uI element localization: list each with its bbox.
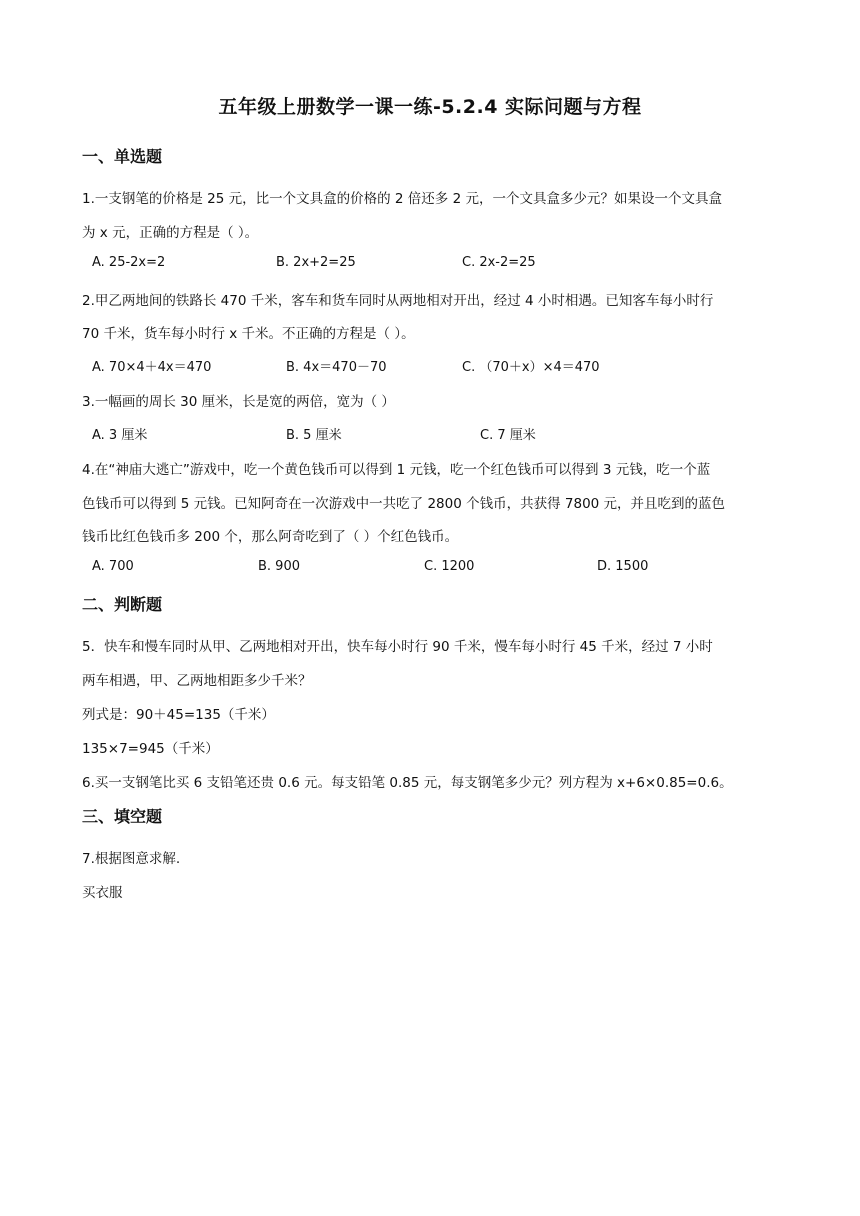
question-2-option-c: C. （70＋x）×4＝470 [462, 360, 600, 375]
question-4-option-b: B. 900 [258, 559, 300, 574]
question-2-option-a: A. 70×4＋4x＝470 [92, 360, 212, 375]
question-2-text-cont: 70 千米，货车每小时行 x 千米。不正确的方程是（ ）。 [82, 326, 415, 342]
question-1-text: 1.一支钢笔的价格是 25 元，比一个文具盒的价格的 2 倍还多 2 元，一个文具盒多少元？如果设一个文具盒 [82, 191, 722, 207]
question-1-option-a: A. 25-2x=2 [92, 255, 166, 270]
question-3-option-a: A. 3 厘米 [92, 428, 148, 443]
section-heading-fill-blank: 三、填空题 [82, 807, 163, 826]
question-4-text: 4.在“神庙大逃亡”游戏中，吃一个黄色钱币可以得到 1 元钱，吃一个红色钱币可以得到 3 元钱，吃一个蓝 [82, 462, 711, 478]
question-2-text: 2.甲乙两地间的铁路长 470 千米，客车和货车同时从两地相对开出，经过 4 小时相遇。已知客车每小时行 [82, 293, 714, 309]
question-5-text-cont: 两车相遇，甲、乙两地相距多少千米？ [82, 673, 312, 689]
question-3-option-b: B. 5 厘米 [286, 428, 342, 443]
question-7-text: 7.根据图意求解. [82, 851, 181, 867]
question-4-text-cont-2: 钱币比红色钱币多 200 个，那么阿奇吃到了（ ）个红色钱币。 [82, 529, 459, 545]
question-5-text: 5．快车和慢车同时从甲、乙两地相对开出，快车每小时行 90 千米，慢车每小时行 45 千米，经过 7 小时 [82, 639, 713, 655]
question-3-text: 3.一幅画的周长 30 厘米，长是宽的两倍，宽为（ ） [82, 394, 395, 410]
question-6-text: 6.买一支钢笔比买 6 支铅笔还贵 0.6 元。每支铅笔 0.85 元，每支钢笔多少元？列方程为 x+6×0.85=0.6。 [82, 775, 733, 791]
question-4-option-c: C. 1200 [424, 559, 475, 574]
question-3-option-c: C. 7 厘米 [480, 428, 536, 443]
question-4-text-cont-1: 色钱币可以得到 5 元钱。已知阿奇在一次游戏中一共吃了 2800 个钱币，共获得 7800 元，并且吃到的蓝色 [82, 496, 726, 512]
question-2-option-b: B. 4x＝470－70 [286, 360, 387, 375]
section-heading-true-false: 二、判断题 [82, 595, 163, 614]
section-heading-single-choice: 一、单选题 [82, 147, 163, 166]
question-1-option-c: C. 2x-2=25 [462, 255, 536, 270]
question-5-formula-2: 135×7=945（千米） [82, 741, 219, 757]
question-7-subtitle: 买衣服 [82, 885, 123, 901]
question-4-option-d: D. 1500 [597, 559, 649, 574]
question-1-option-b: B. 2x+2=25 [276, 255, 356, 270]
question-5-formula-1: 列式是：90＋45=135（千米） [82, 707, 275, 723]
page-title: 五年级上册数学一课一练-5.2.4 实际问题与方程 [218, 96, 642, 118]
question-1-text-cont: 为 x 元，正确的方程是（ ）。 [82, 225, 259, 241]
question-4-option-a: A. 700 [92, 559, 134, 574]
